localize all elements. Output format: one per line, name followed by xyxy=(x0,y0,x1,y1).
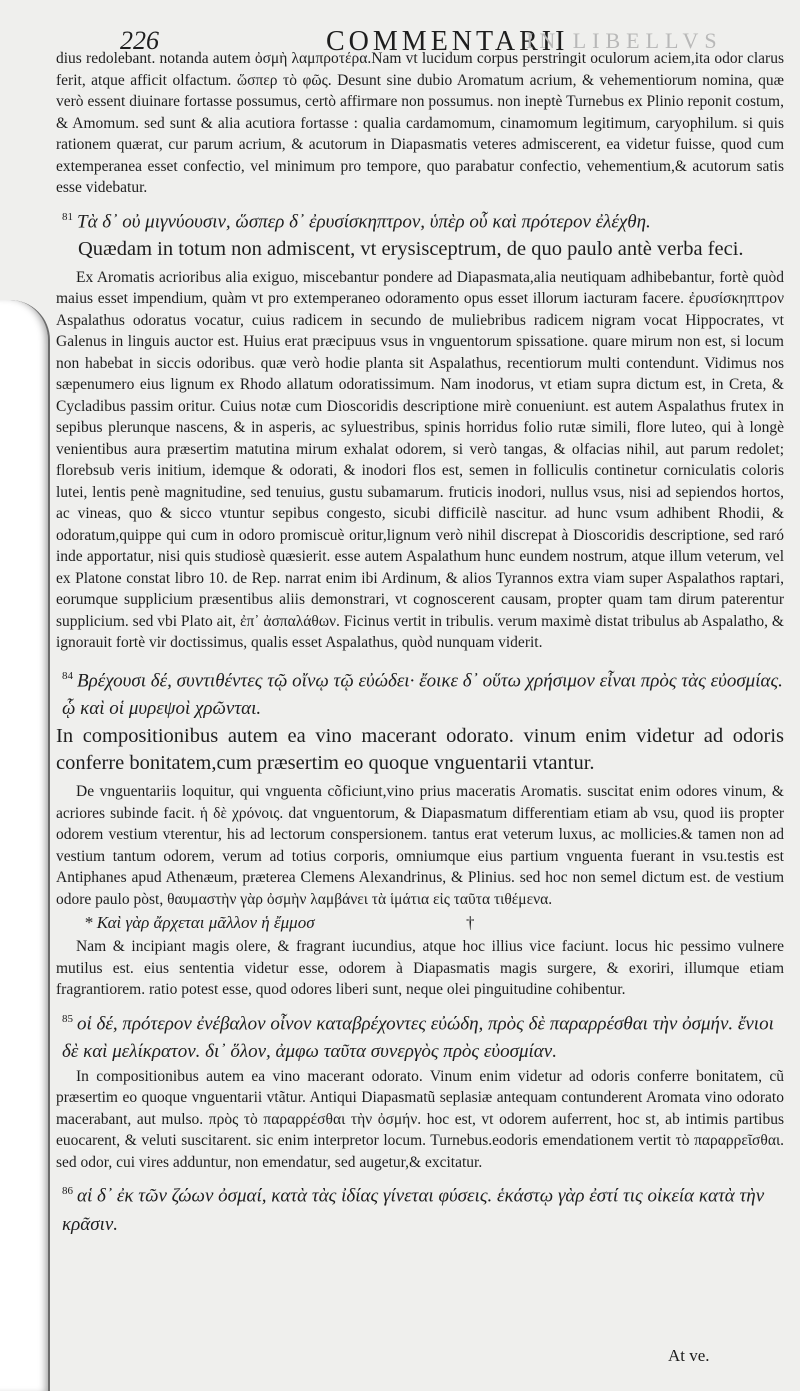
body-paragraph: Nam & incipiant magis olere, & fragrant iucundius, atque hoc illius vice faciunt. locus hic pessimo vulnere mutilus est. eius sententia videtur esse, odorem à Diapasmatis magis surgere, & exoriri, illumque etiam fragrantiorem. ratio potest esse, quod odores liberi sunt, neque olei pinguitudine cohibentur. xyxy=(56,938,784,999)
greek-text: Βρέχουσι δέ, συντιθέντες τῷ οἴνῳ τῷ εὐώδει· ἔοικε δ᾽ οὕτω χρήσιμον εἶναι πρὸς τὰς εὐοσμίας. ᾧ καὶ οἱ μυρεψοὶ χρῶνται. xyxy=(62,670,783,720)
greek-text: * Καὶ γὰρ ἄρχεται μᾶλλον ἡ ἔμμοσ xyxy=(84,913,315,933)
greek-text: Τὰ δ᾽ οὐ μιγνύουσιν, ὥσπερ δ᾽ ἐρυσίσκηπτρον, ὑπὲρ οὗ καὶ πρότερον ἐλέχθη. xyxy=(77,210,651,232)
latin-lemma: In compositionibus autem ea vino macerant odorato. vinum enim videtur ad odoris conferre bonitatem,cum præsertim eo quoque vnguentarii vtantur. xyxy=(56,725,784,775)
page-number: 226 xyxy=(120,26,159,55)
page-content xyxy=(56,0,784,1239)
greek-quotation xyxy=(56,662,784,723)
latin-lemma: Quædam in totum non admiscent, vt erysisceptrum, de quo paulo antè verba feci. xyxy=(78,237,744,260)
starred-quotation xyxy=(56,910,784,936)
dagger-mark: † xyxy=(466,913,475,933)
page-header xyxy=(56,0,784,57)
catchword: At ve. xyxy=(668,1346,710,1365)
greek-text: αἱ δ᾽ ἐκ τῶν ζώων ὀσμαί, κατὰ τὰς ἰδίας γίνεται φύσεις. ἑκάστῳ γὰρ ἐστί τις οἰκεία κατὰ τὴν κρᾶσιν. xyxy=(62,1185,765,1235)
body-paragraph: Ex Aromatis acrioribus alia exiguo, miscebantur pondere ad Diapasmata,alia neutiquam adhibebantur, fortè quòd maius esset impendium, quàm vt pro extemperaneo odoramento opus esset illorum iacturam facere. ἐρυσίσκηπτρον Aspalathus odoratus vocatur, cuius radicem in secundo de muliebribus radicem nigram vocat Hippocrates, vt Galenus in linguis auctor est. Huius erat præcipuus vsus in vnguentorum spissatione. quare mirum non est, si locum non habebat in siccis odoribus. quæ verò hodie planta sit Aspalathus, recentiorum multi contendunt. Vidimus nos sæpenumero eius lignum ex Rhodo allatum odoratissimum. Nam inodorus, vt etiam supra dictum est, in Creta, & Cycladibus passim oritur. Cuius notæ cum Dioscoridis descriptione mirè conueniunt. est autem Aspalathus frutex in sepibus plerunque nascens, & in asperis, ac syluestribus, spinis horridus folio rutæ simili, flore luteo, qui à longè venientibus aura præsertim matutina mirum exhalat odorem, si verò tangas, & olfacias nihil, aut parum redolet; florebsub veris initium, idemque & odorati, & inodori flos est, semen in folliculis continetur corniculatis coloris lutei, lentis penè magnitudine, sed tenuius, gustu subamarum. fruticis inodori, nullus vsus, nisi ad sepiendos hortos, ac vineas, quo & sicco vtuntur sepibus congesto, sicubi difficilè nascitur. ad hunc vsum adhibent Rhodii, & odoratum,quippe qui cum in odoro promiscuè oritur,lignum verò nihil discrepat à Dioscoridis descriptione, sed raró inde apportatur, nisi quis studiosè quæsierit. esse autem Aspalathum hunc eundem nostrum, atque illum veterum, vel ex Platone constat libro 10. de Rep. narrat enim ibi Ardinum, & alios Tyrannos extra viam super Aspalathos raptari, eorumque supplicium præsentibus aliis demonstrari, vt cognoscerent causam, propter quam tam dirum paterentur supplicium. sed vbi Plato ait, ἐπ᾽ ἀσπαλάθων. Ficinus vertit in tribulis. verum maximè distat tribulus ab Aspalatho, & ignorauit fortè vir doctissimus, qualis esset Aspalathus, quòd nunquam viderit. xyxy=(56,268,784,652)
bleed-through-text: IN LIBELLVS xyxy=(526,28,723,53)
body-paragraph: De vnguentariis loquitur, qui vnguenta cõficiunt,vino prius maceratis Aromatis. suscitat enim odores vinum, & acriores subinde facit. ἡ δὲ χρόνοις. dat vnguentorum, & Diapasmatum differentiam etiam ab vsu, quod iis propter odorem vestium vterentur, his ad lectorum conspersionem. tantus erat veterum luxus, ac mollicies.& tamen non ad vestium tantum odorem, verum ad totius corporis, omniumque eius partium vnguenta fuerant in vsu.testis est Antiphanes apud Athenæum, præterea Clemens Alexandrinus, & Plinius. sed hoc non semel dictum est. de vestium odore paulo pòst, θαυμαστὴν γὰρ ὀσμὴν λαμβάνει τὰ ἱμάτια εἰς ταῦτα τιθέμενα. xyxy=(56,783,784,908)
note-number: 81 xyxy=(62,210,73,223)
note-number: 85 xyxy=(62,1012,73,1025)
greek-text: οἱ δέ, πρότερον ἐνέβαλον οἶνον καταβρέχοντες εὐώδη, πρὸς δὲ παραρρέσθαι τὴν ὀσμήν. ἔνιοι δὲ καὶ μελίκρατον. δι᾽ ὅλον, ἀμφω ταῦτα συνεργὸς πρὸς εὐοσμίαν. xyxy=(62,1012,774,1062)
running-head: COMMENTARII xyxy=(326,26,569,57)
note-number: 84 xyxy=(62,669,73,682)
note-number: 86 xyxy=(62,1185,73,1198)
torn-margin xyxy=(0,300,50,1391)
greek-quotation xyxy=(56,1177,784,1238)
body-paragraph: In compositionibus autem ea vino macerant odorato. Vinum enim videtur ad odoris conferre bonitatem, cũ præsertim eo quoque vnguentarii vtãtur. Antiqui Diapasmatũ seplasiæ antequam contunderent Aromata vino odorato macerabant, aut mulso. πρὸς τὸ παραρρέσθαι τὴν ὀσμήν. hoc est, vt odorem auferrent, hoc st, ab intimis partibus euocarent, & veluti suscitarent. sic enim interpretor locum. Turnebus.eodoris emendationem vertit τὸ παραρρεῖσθαι. sed odor, cui vires adduntur, non emendatur, sed augetur,& excitatur. xyxy=(56,1067,784,1171)
greek-quotation xyxy=(56,203,784,236)
body-paragraph: dius redolebant. notanda autem ὀσμὴ λαμπροτέρα.Nam vt lucidum corpus perstringit oculorum aciem,ita odor clarus ferit, atque afficit olfactum. ὥσπερ τὸ φῶς. Desunt sine dubio Aromatum acrium, & vehementiorum nomina, quæ verò essent diuinare fortasse possumus, certò affirmare non possumus. non ineptè Turnebus ex Plinio reponit costum, & Amomum. sed sunt & alia acutiora fortasse : qualia cardamomum, cinamomum legitimum, caryophilum. si quis rationem quærat, cur parum acrium, & acutorum in Diapasmatis veteres admiscerent, ea videtur fuisse, quod cum extemperanea esset confectio, vel minimum pro tempore, quo parabatur confectio, vehementium,& acutorum satis esse videbatur. xyxy=(56,50,784,196)
greek-quotation xyxy=(56,1005,784,1066)
